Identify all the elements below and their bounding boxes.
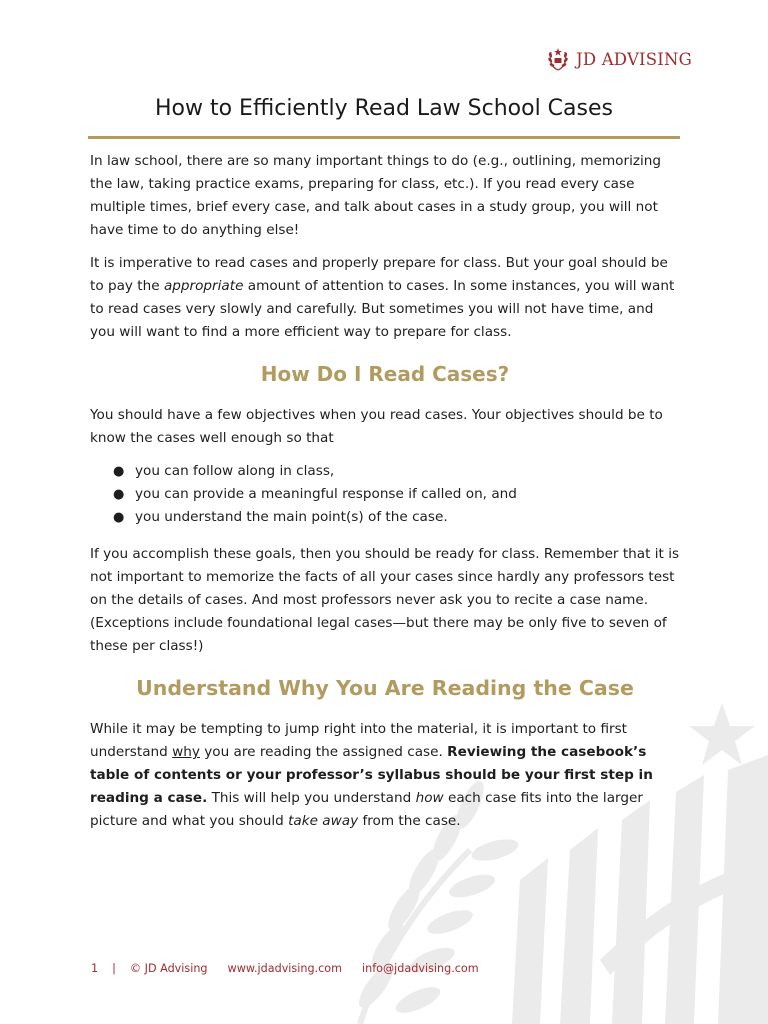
- text-run: This will help you understand: [207, 790, 416, 806]
- text-run: from the case.: [358, 813, 461, 829]
- brand-logo: [546, 45, 692, 73]
- bullet-icon: ●: [113, 510, 125, 525]
- section1-paragraph-2: If you accomplish these goals, then you should be ready for class. Remember that it is not important to memorize the facts of all your cases since hardly any professors test on the details of cases. And most professors never ask you to recite a case name. (Exceptions include foundational legal cases—but there may be only five to seven of these per class!): [90, 546, 680, 654]
- section-heading-read-cases: How Do I Read Cases?: [260, 362, 510, 386]
- bold-text: Reviewing the casebook’s table of contents or your professor’s syllabus should be your first step in reading a case.: [90, 744, 653, 806]
- bullet-icon: ●: [113, 464, 125, 479]
- page-number: 1: [91, 962, 99, 975]
- italic-text: take away: [288, 813, 359, 829]
- list-item-text: you understand the main point(s) of the case.: [135, 509, 448, 525]
- objectives-list: [90, 460, 680, 529]
- text-run: each case fits into the larger picture and what you should: [90, 790, 643, 829]
- footer-website-link[interactable]: www.jdadvising.com: [227, 962, 342, 975]
- list-item: [90, 506, 680, 529]
- bullet-icon: ●: [113, 487, 125, 502]
- footer-email-link[interactable]: info@jdadvising.com: [362, 962, 479, 975]
- page-title: How to Efficiently Read Law School Cases: [154, 96, 613, 121]
- list-item-text: you can follow along in class,: [135, 463, 335, 479]
- text-run: amount of attention to cases. In some instances, you will want to read cases very slowly and carefully. But sometimes you will not have time, and you will want to find a more efficient way to prepare for class.: [90, 278, 675, 340]
- title-divider: [88, 136, 680, 139]
- logo-text: JD ADVISING: [576, 49, 693, 69]
- document-body: [90, 150, 680, 843]
- laurel-logo-icon: [546, 45, 570, 73]
- italic-text: appropriate: [163, 278, 244, 294]
- footer-separator: |: [112, 962, 116, 975]
- list-item: [90, 483, 680, 506]
- list-item: [90, 460, 680, 483]
- intro-paragraph-2: [90, 252, 680, 344]
- footer-copyright: © JD Advising: [129, 962, 208, 975]
- intro-paragraph-1: In law school, there are so many important things to do (e.g., outlining, memorizing the law, taking practice exams, preparing for class, etc.). If you read every case multiple times, brief every case, and talk about cases in a study group, you will not have time to do anything else!: [90, 153, 662, 238]
- italic-text: how: [415, 790, 444, 806]
- list-item-text: you can provide a meaningful response if called on, and: [135, 486, 517, 502]
- section2-paragraph-1: [90, 718, 680, 833]
- text-run: you are reading the assigned case.: [199, 744, 448, 760]
- section-heading-why-reading: Understand Why You Are Reading the Case: [136, 676, 634, 700]
- underlined-text: why: [172, 744, 200, 760]
- text-run: While it may be tempting to jump right into the material, it is important to first understand: [90, 721, 628, 760]
- star-watermark-icon: [689, 703, 755, 765]
- text-run: It is imperative to read cases and properly prepare for class. But your goal should be to pay the: [90, 255, 668, 294]
- section1-paragraph-1: You should have a few objectives when you read cases. Your objectives should be to know the cases well enough so that: [90, 407, 663, 446]
- page-footer: [91, 962, 479, 975]
